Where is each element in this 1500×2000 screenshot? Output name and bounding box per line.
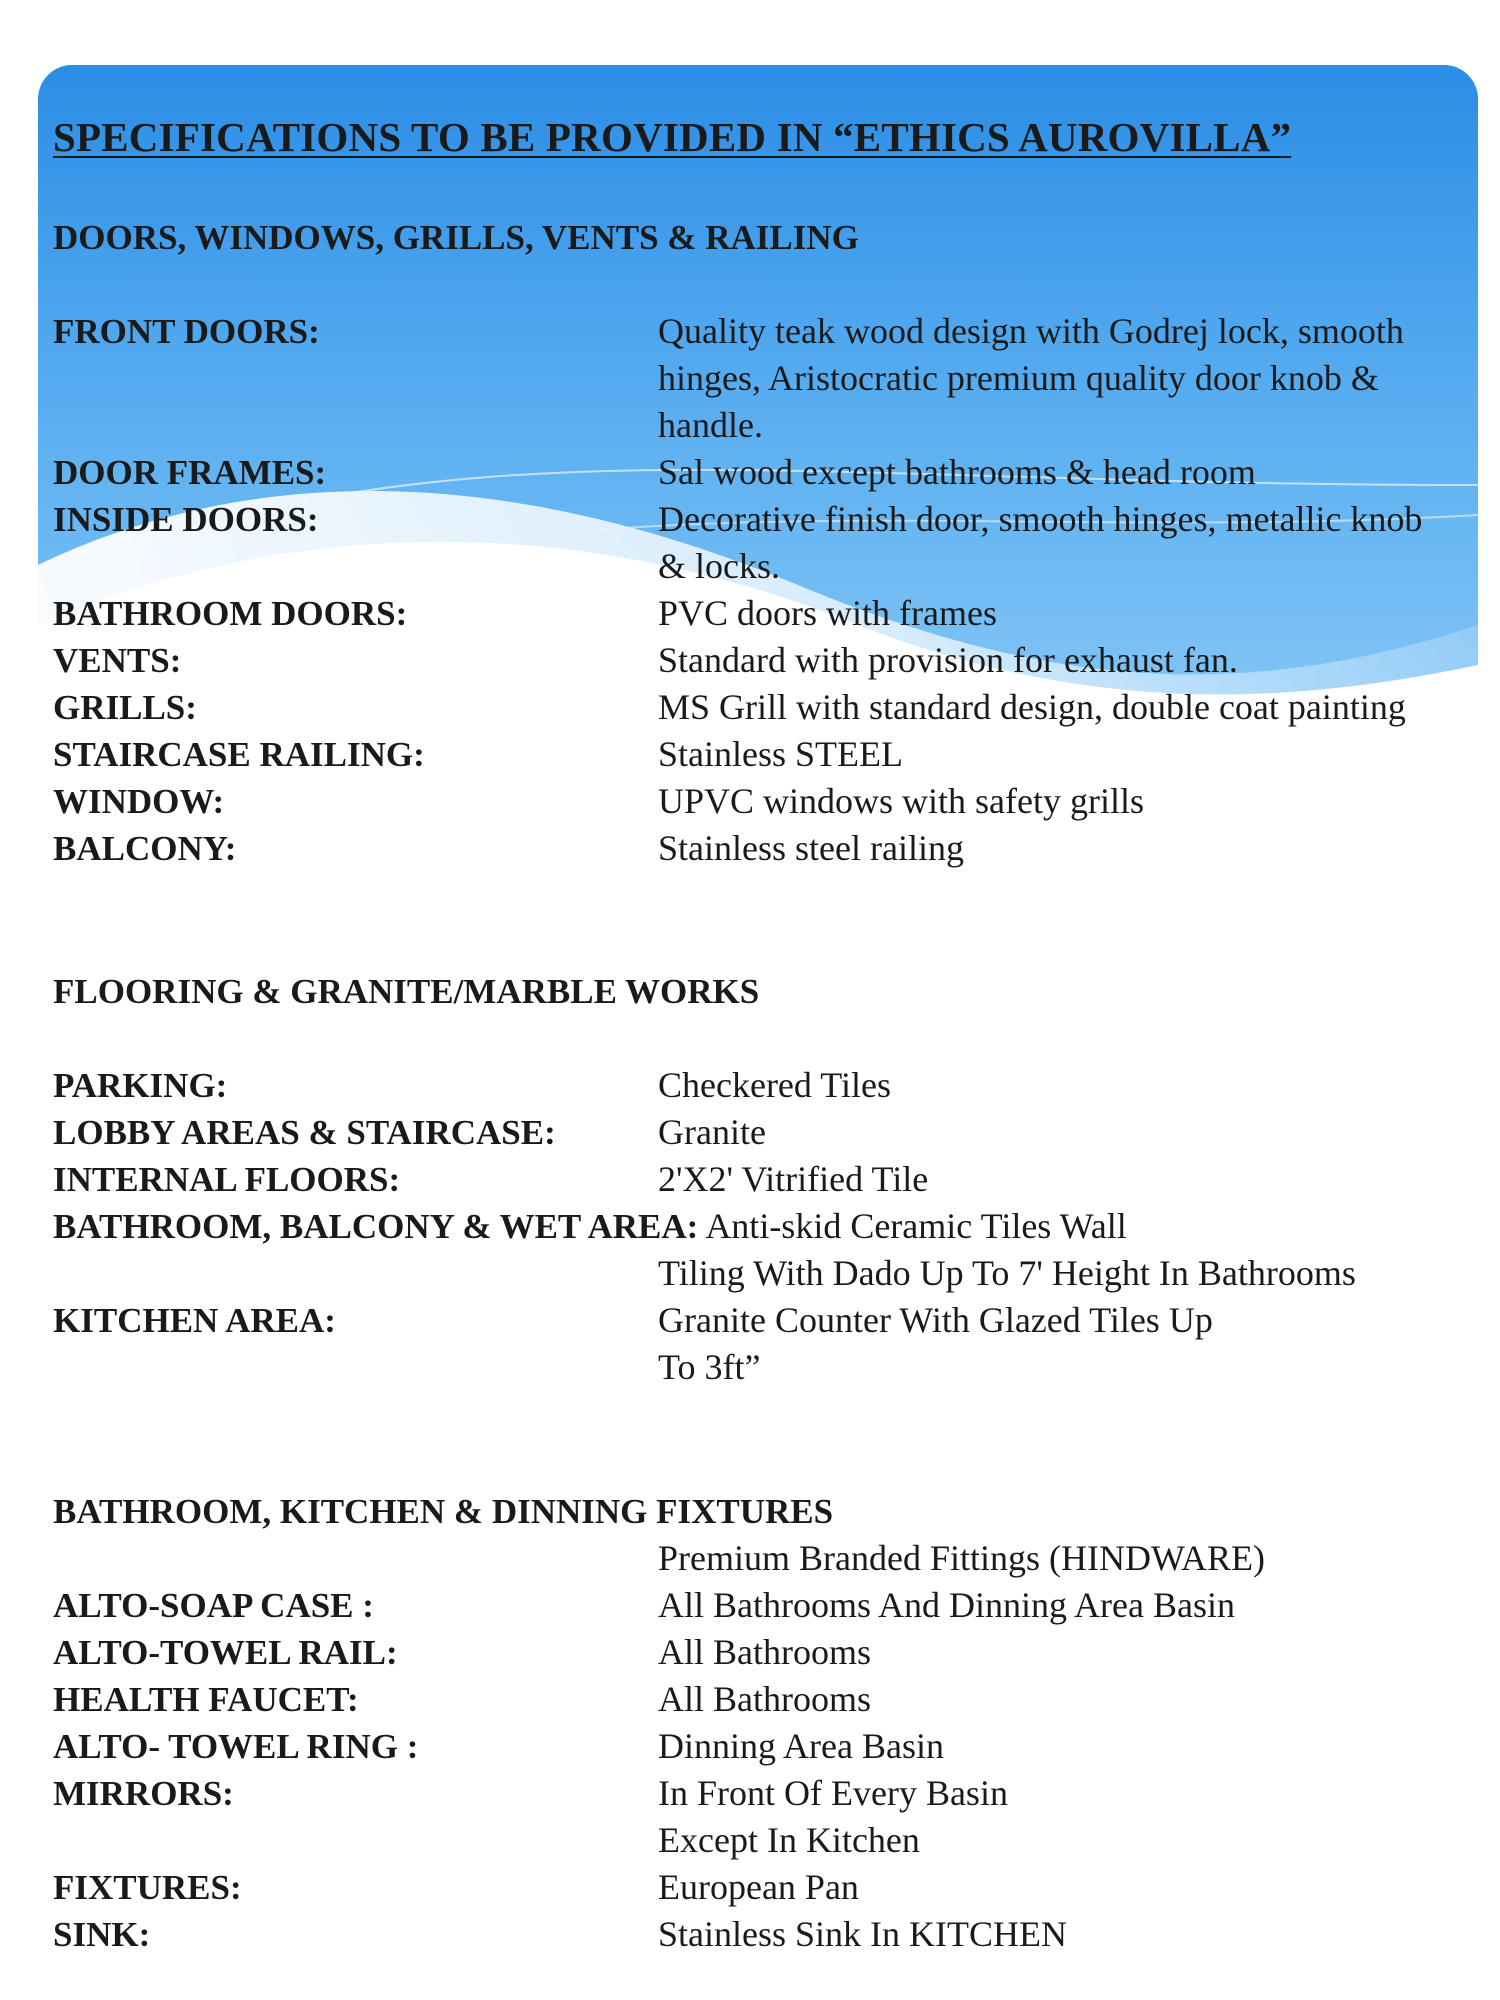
- spec-label: GRILLS:: [53, 688, 197, 727]
- spec-row: [53, 496, 1453, 590]
- spec-row: [53, 1203, 1453, 1297]
- spec-intro: Premium Branded Fittings (HINDWARE): [658, 1538, 1265, 1578]
- spec-label: LOBBY AREAS & STAIRCASE:: [53, 1113, 556, 1152]
- spec-row: [53, 449, 1453, 496]
- spec-value: Sal wood except bathrooms & head room: [658, 452, 1256, 492]
- spec-value: All Bathrooms: [658, 1679, 871, 1719]
- spec-label: BALCONY:: [53, 829, 237, 868]
- spec-value-line1: Anti-skid Ceramic Tiles Wall: [705, 1206, 1127, 1246]
- spec-row: [53, 731, 1453, 778]
- spec-label: INTERNAL FLOORS:: [53, 1160, 401, 1199]
- spec-row: [53, 1864, 1453, 1911]
- spec-value: Decorative finish door, smooth hinges, metallic knob & locks.: [658, 499, 1423, 586]
- spec-value: Granite: [658, 1112, 766, 1152]
- spec-value: All Bathrooms: [658, 1632, 871, 1672]
- spec-value: European Pan: [658, 1867, 859, 1907]
- spec-label: STAIRCASE RAILING:: [53, 735, 425, 774]
- spec-row: [53, 1582, 1453, 1629]
- section-heading: DOORS, WINDOWS, GRILLS, VENTS & RAILING: [53, 218, 859, 257]
- spec-label: HEALTH FAUCET:: [53, 1680, 359, 1719]
- spec-value: In Front Of Every Basin Except In Kitchen: [658, 1773, 1008, 1860]
- spec-row: [53, 1770, 1453, 1864]
- spec-intro-row: [53, 1535, 1453, 1582]
- section-heading: FLOORING & GRANITE/MARBLE WORKS: [53, 972, 760, 1011]
- spec-label: SINK:: [53, 1915, 151, 1954]
- section-flooring: [53, 968, 1453, 1391]
- spec-row: [53, 1297, 1453, 1391]
- document-title: SPECIFICATIONS TO BE PROVIDED IN “ETHICS AUROVILLA”: [53, 114, 1292, 160]
- spec-value: Standard with provision for exhaust fan.: [658, 640, 1238, 680]
- spec-label: PARKING:: [53, 1066, 228, 1105]
- spec-row: [53, 637, 1453, 684]
- spec-label: FIXTURES:: [53, 1868, 242, 1907]
- spec-label: INSIDE DOORS:: [53, 500, 319, 539]
- spec-label: BATHROOM, BALCONY & WET AREA:: [53, 1207, 699, 1246]
- spec-value: Stainless STEEL: [658, 734, 903, 774]
- spec-row: [53, 1062, 1453, 1109]
- spec-label: FRONT DOORS:: [53, 312, 320, 351]
- spec-value: MS Grill with standard design, double coat painting: [658, 687, 1406, 727]
- spec-label: VENTS:: [53, 641, 182, 680]
- spec-row: [53, 590, 1453, 637]
- spec-label: DOOR FRAMES:: [53, 453, 327, 492]
- spec-row: [53, 308, 1453, 449]
- spec-label: MIRRORS:: [53, 1774, 234, 1813]
- spec-row: [53, 684, 1453, 731]
- spec-row: [53, 1723, 1453, 1770]
- spec-label: ALTO-TOWEL RAIL:: [53, 1633, 398, 1672]
- spec-row: [53, 1911, 1453, 1958]
- spec-row: [53, 778, 1453, 825]
- spec-value-continued: Tiling With Dado Up To 7' Height In Bathrooms: [658, 1253, 1356, 1293]
- spec-value: UPVC windows with safety grills: [658, 781, 1144, 821]
- spec-label: BATHROOM DOORS:: [53, 594, 408, 633]
- spec-value: 2'X2' Vitrified Tile: [658, 1159, 929, 1199]
- spec-row: [53, 1109, 1453, 1156]
- spec-row: [53, 1676, 1453, 1723]
- spec-row: [53, 1156, 1453, 1203]
- spec-value: PVC doors with frames: [658, 593, 997, 633]
- spec-value: Stainless Sink In KITCHEN: [658, 1914, 1067, 1954]
- spec-label: ALTO-SOAP CASE :: [53, 1586, 374, 1625]
- spec-row: [53, 825, 1453, 872]
- spec-value: Dinning Area Basin: [658, 1726, 944, 1766]
- spec-value: All Bathrooms And Dinning Area Basin: [658, 1585, 1235, 1625]
- spec-value: Quality teak wood design with Godrej lock, smooth hinges, Aristocratic premium quality door knob & handle.: [658, 311, 1404, 445]
- spec-label: KITCHEN AREA:: [53, 1301, 336, 1340]
- spec-value: Stainless steel railing: [658, 828, 964, 868]
- section-heading: BATHROOM, KITCHEN & DINNING FIXTURES: [53, 1492, 834, 1531]
- spec-value: Checkered Tiles: [658, 1065, 891, 1105]
- spec-label: ALTO- TOWEL RING :: [53, 1727, 419, 1766]
- spec-value: Granite Counter With Glazed Tiles Up To 3ft”: [658, 1300, 1213, 1387]
- spec-row: [53, 1629, 1453, 1676]
- spec-label: WINDOW:: [53, 782, 225, 821]
- section-doors-windows: [53, 214, 1453, 872]
- section-fixtures: [53, 1488, 1453, 1958]
